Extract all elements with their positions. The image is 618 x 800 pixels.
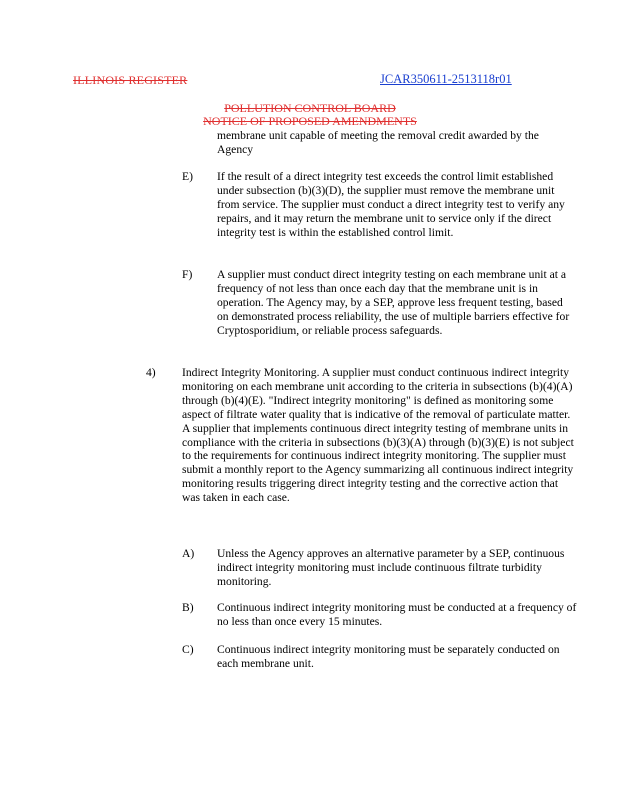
item-b-text: Continuous indirect integrity monitoring must be conducted at a frequency of no less than once every 15 minutes.: [217, 601, 577, 628]
register-title: ILLINOIS REGISTER: [73, 73, 188, 87]
notice-heading: NOTICE OF PROPOSED AMENDMENTS: [203, 114, 417, 128]
item-f-label: F): [182, 268, 193, 281]
item-e-text: If the result of a direct integrity test exceeds the control limit established under subsection (b)(3)(D), the supplier must remove the membrane unit from service. The supplier must conduct a direct integrity test to verify any repairs, and it may return the membrane unit to service only if the direct integrity test is within the established control limit.: [217, 170, 565, 239]
item-b-label: B): [182, 601, 194, 614]
item-4-text: Indirect Integrity Monitoring. A supplier must conduct continuous indirect integrity monitoring on each membrane unit according to the criteria in subsections (b)(4)(A) through (b)(4)(E). "Indirect integrity monitoring" is defined as monitoring some aspect of filtrate water quality that is indicative of the removal of particulate matter. A supplier that implements continuous direct integrity testing of membrane units in compliance with the criteria in subsections (b)(3)(A) through (b)(3)(E) is not subject to the requirements for continuous indirect integrity monitoring. The supplier must submit a monthly report to the Agency summarizing all continuous indirect integrity monitoring results triggering direct integrity testing and the corrective action that was taken in each case.: [182, 366, 574, 505]
item-a-text: Unless the Agency approves an alternative parameter by a SEP, continuous indirect integrity monitoring must include continuous filtrate turbidity monitoring.: [217, 547, 565, 588]
item-e-label: E): [182, 170, 193, 183]
item-f-text: A supplier must conduct direct integrity testing on each membrane unit at a frequency of not less than once each day that the membrane unit is in operation. The Agency may, by a SEP, approve less frequent testing, based on demonstrated process reliability, the use of multiple barriers effective for Cryptosporidium, or reliable process safeguards.: [217, 268, 570, 337]
item-c-text: Continuous indirect integrity monitoring must be separately conducted on each membrane unit.: [217, 643, 560, 670]
board-heading: POLLUTION CONTROL BOARD: [224, 101, 396, 115]
continued-paragraph: membrane unit capable of meeting the removal credit awarded by the Agency: [217, 129, 539, 156]
item-a-label: A): [182, 547, 195, 560]
item-c-label: C): [182, 643, 194, 656]
jcar-code: JCAR350611-2513118r01: [380, 72, 512, 86]
item-4-label: 4): [146, 366, 156, 379]
